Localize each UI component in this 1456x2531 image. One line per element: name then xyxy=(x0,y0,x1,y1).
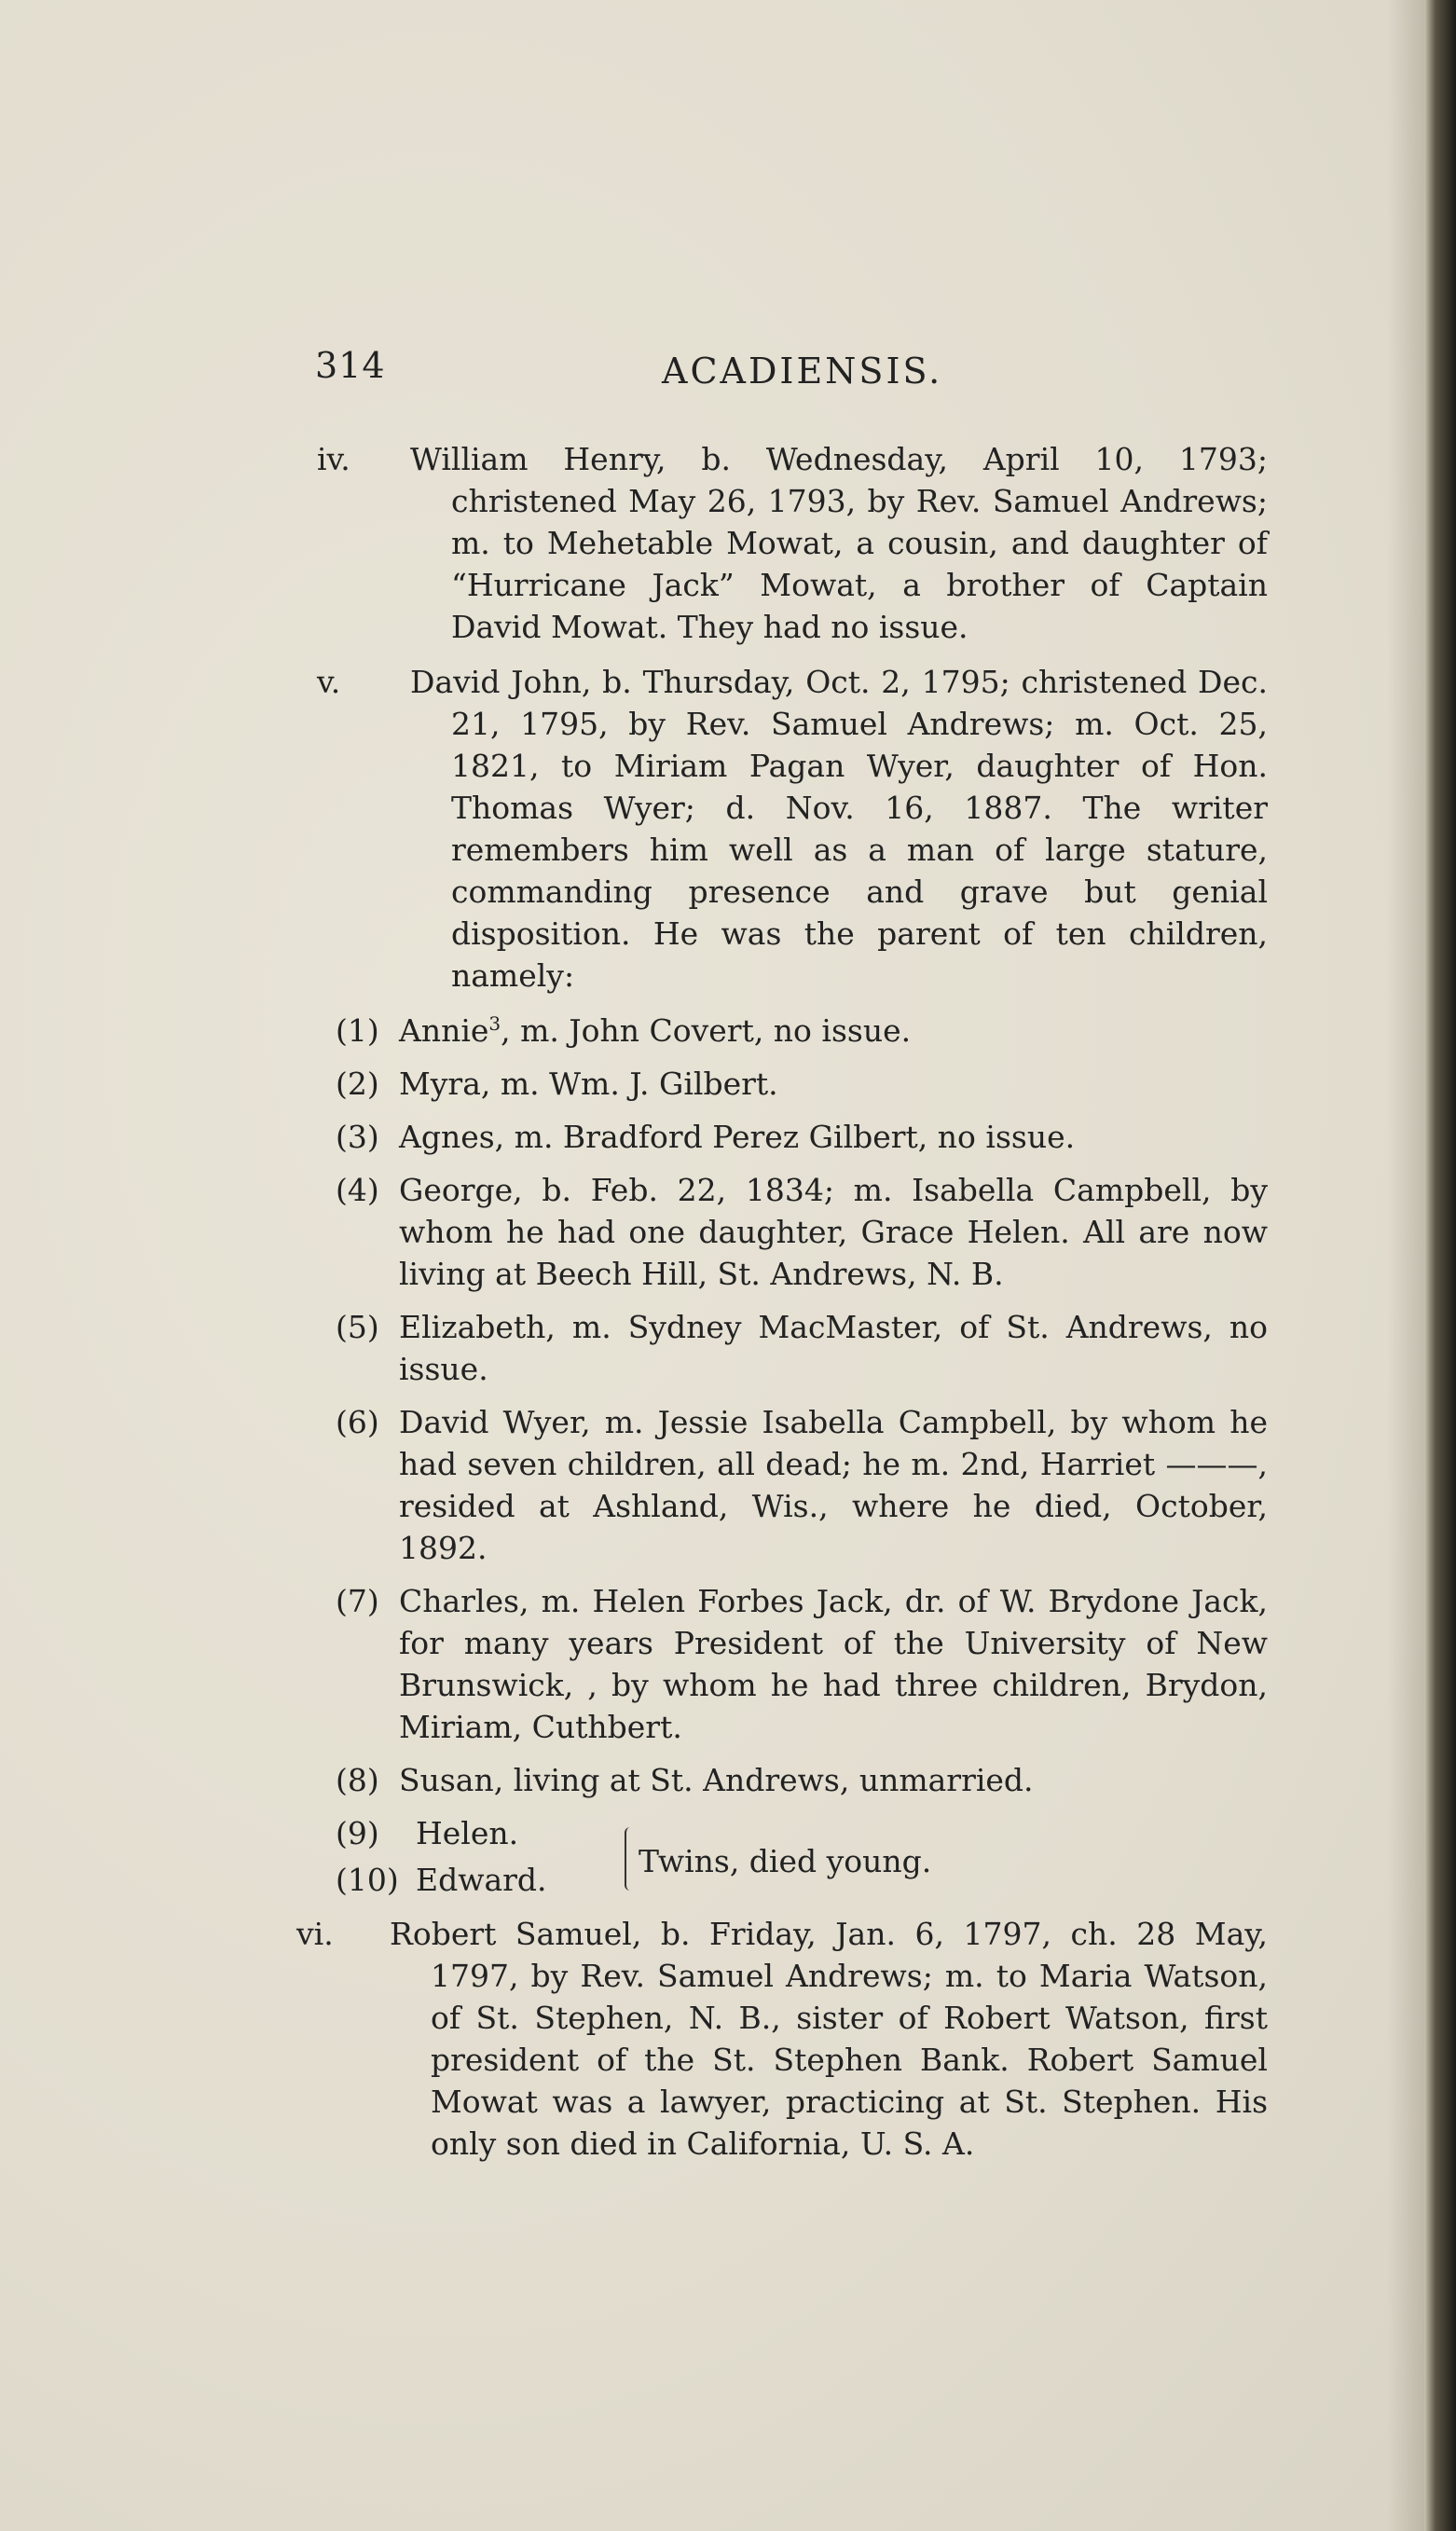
child-number: (3) xyxy=(336,1119,379,1155)
child-number: (2) xyxy=(336,1066,379,1102)
binding-shadow xyxy=(1387,0,1424,2531)
page-number: 314 xyxy=(315,345,386,386)
child-item xyxy=(336,1759,1268,1801)
child-text: Myra, m. Wm. J. Gilbert. xyxy=(399,1066,778,1102)
child-number: (6) xyxy=(336,1404,379,1440)
page-body xyxy=(296,438,1268,2178)
page-edge xyxy=(1424,0,1456,2531)
child-text: George, b. Feb. 22, 1834; m. Isabella Campbell, by whom he had one daughter, Grace Helen. All are now living at Beech Hill, St. Andrews, N. B. xyxy=(399,1172,1268,1292)
child-text: Susan, living at St. Andrews, unmarried. xyxy=(399,1762,1034,1798)
child-item xyxy=(336,1010,1268,1052)
twins-brace xyxy=(625,1827,634,1891)
child-item xyxy=(336,1063,1268,1105)
child-number: (10) xyxy=(336,1862,399,1898)
entry-iv xyxy=(317,438,1268,648)
child-name: Annie xyxy=(399,1012,489,1049)
child-number: (7) xyxy=(336,1583,379,1619)
entry-vi xyxy=(296,1913,1268,2165)
child-number: (9) xyxy=(336,1815,379,1851)
entry-text: David John, b. Thursday, Oct. 2, 1795; christened Dec. 21, 1795, by Rev. Samuel Andrews; m. Oct. 25, 1821, to Miriam Pagan Wyer, daughter of Hon. Thomas Wyer; d. Nov. 16, 1887. The writer remembers him well as a man of large stature, commanding presence and grave but genial disposition. He was the parent of ten children, namely: xyxy=(410,664,1268,994)
child-item xyxy=(336,1580,1268,1748)
child-text: Charles, m. Helen Forbes Jack, dr. of W. Brydone Jack, for many years President of the University of New Brunswick, , by whom he had three children, Brydon, Miriam, Cuthbert. xyxy=(399,1583,1268,1745)
journal-title: ACADIENSIS. xyxy=(662,351,943,392)
entry-v xyxy=(317,661,1268,997)
child-text: Elizabeth, m. Sydney MacMaster, of St. Andrews, no issue. xyxy=(399,1309,1268,1387)
child-number: (4) xyxy=(336,1172,379,1208)
twins-note: Twins, died young. xyxy=(639,1843,932,1879)
child-item xyxy=(336,1401,1268,1569)
children-list xyxy=(336,1010,1268,1902)
child-name: Helen. xyxy=(416,1815,519,1851)
entry-text: Robert Samuel, b. Friday, Jan. 6, 1797, ch. 28 May, 1797, by Rev. Samuel Andrews; m. to Maria Watson, of St. Stephen, N. B., sister of Robert Watson, first president of the St. Stephen Bank. Robert Samuel Mowat was a lawyer, practicing at St. Stephen. His only son died in California, U. S. A. xyxy=(390,1916,1268,2162)
child-number: (1) xyxy=(336,1012,379,1049)
entry-numeral: v. xyxy=(317,664,341,700)
child-name: Edward. xyxy=(416,1862,547,1898)
twins-group xyxy=(336,1812,1268,1902)
child-number: (5) xyxy=(336,1309,379,1345)
entry-numeral: vi. xyxy=(296,1916,334,1952)
child-item xyxy=(336,1169,1268,1295)
child-number: (8) xyxy=(336,1762,379,1798)
entry-numeral: iv. xyxy=(317,441,350,477)
child-text: Agnes, m. Bradford Perez Gilbert, no issue. xyxy=(399,1119,1076,1155)
running-head xyxy=(315,345,1266,401)
generation-superscript: 3 xyxy=(488,1012,501,1035)
child-item xyxy=(336,1116,1268,1158)
child-text: David Wyer, m. Jessie Isabella Campbell, by whom he had seven children, all dead; he m. 2nd, Harriet ———, resided at Ashland, Wis., where he died, October, 1892. xyxy=(399,1404,1268,1566)
entry-text: William Henry, b. Wednesday, April 10, 1793; christened May 26, 1793, by Rev. Samuel Andrews; m. to Mehetable Mowat, a cousin, and daughter of “Hurricane Jack” Mowat, a brother of Captain David Mowat. They had no issue. xyxy=(410,441,1268,645)
child-item xyxy=(336,1306,1268,1390)
child-details: , m. John Covert, no issue. xyxy=(501,1012,912,1049)
